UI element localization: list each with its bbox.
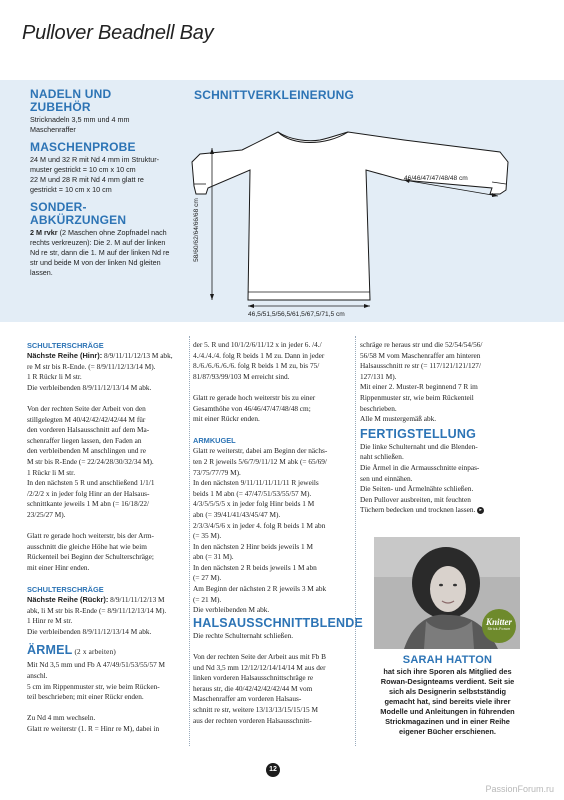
column-divider-1 bbox=[189, 336, 190, 746]
body-arrow-head-1 bbox=[210, 148, 214, 154]
width-arrow-head-1 bbox=[248, 304, 254, 308]
shoulder-heading: SCHULTERSCHRÄGE bbox=[27, 341, 104, 350]
sweater-outline bbox=[192, 132, 508, 300]
watermark-text: PassionForum.ru bbox=[485, 784, 554, 794]
neckband-heading: HALSAUSSCHNITTBLENDE bbox=[193, 615, 363, 630]
instructions-column-1: SCHULTERSCHRÄGE Nächste Reihe (Hinr): 8/9/11/11/12/13 M abk, re M str bis R-Ende. (= 8/9/11/12/13/14 M). 1 R Rückr li M str. Die verbleibenden 8/9/11/12/13/14 M abk. Von der rechten Seite der Arbeit von den stillgelegten M 40/42/42/42/42/44 M für den vorderen Halsausschnitt auf dem Ma- schenraffer liegen lassen, den Faden an den verbleibenden M anschlingen und re M str bis R-Ende (= 22/24/28/30/32/34 M). 1 Rückr li M str. In den nächsten 5 R und anschließend 1/1/1 /2/2/2 x in jeder folg Hinr an der Halsaus- schnittkante jeweils 1 M abn (= 16/18/22/ 23/25/27 M). Glatt re gerade hoch weiterstr, bis der Arm- ausschnitt die gleiche Höhe hat wie beim Rückenteil bei Beginn der Schulterschräge; mit einer Hinr enden. SCHULTERSCHRÄGE Nächste Reihe (Rückr): 8/9/11/11/12/13 M abk, li M str bis R-Ende (= 8/9/11/12/13/14 M). 1 Hinr re M str. Die verbleibenden 8/9/11/12/13/14 M abk. ÄRMEL (2 x arbeiten) Mit Nd 3,5 mm und Fb A 47/49/51/53/55/57 M anschl. 5 cm im Rippenmuster str, wie beim Rücken- teil beschrieben; mit einer Rückr enden. Zu Nd 4 mm wechseln. Glatt re weiterstr (1. R = Hinr re M), dabei in bbox=[27, 340, 187, 735]
column-divider-2 bbox=[355, 336, 356, 746]
abbreviations-text: 2 M rvkr (2 Maschen ohne Zopfnadel nach rechts verkreuzen): Die 2. M auf der linken Nd re str, dann die 1. M auf der linken Nd re str und beide M von der linken Nd gleiten lassen. bbox=[30, 228, 170, 277]
author-name: SARAH HATTON bbox=[402, 654, 493, 666]
gauge-heading: MASCHENPROBE bbox=[30, 140, 136, 154]
body-arrow-head-2 bbox=[210, 294, 214, 300]
needles-text: Stricknadeln 3,5 mm und 4 mm Maschenraffer bbox=[30, 115, 130, 134]
width-arrow-head-2 bbox=[364, 304, 370, 308]
author-photo bbox=[374, 537, 520, 649]
gauge-text: 24 M und 32 R mit Nd 4 mm im Struktur- muster gestrickt = 10 cm x 10 cm 22 M und 28 R mit Nd 4 mm glatt re gestrickt = 10 cm x 10 cm bbox=[30, 155, 160, 194]
page-number: 12 bbox=[266, 763, 280, 777]
needles-heading: NADELN UND ZUBEHÖR bbox=[30, 87, 112, 114]
armhole-heading: ARMKUGEL bbox=[193, 436, 236, 446]
end-mark-icon: ▸ bbox=[477, 507, 484, 514]
finishing-heading: FERTIGSTELLUNG bbox=[360, 426, 476, 441]
author-text: hat sich ihre Sporen als Mitglied des Rowan-Designteams verdient. Seit sie sich als Designerin selbstständig gemacht hat, sind bereits viele ihrer Modelle und Anleitungen in führenden Strickmagazinen und in einer Reihe eigener Bücher erschienen. bbox=[380, 667, 515, 736]
materials-block bbox=[30, 88, 188, 278]
sleeves-heading: ÄRMEL (2 x arbeiten) bbox=[27, 643, 116, 658]
sleeve-length-label: 46/46/47/47/48/48 cm bbox=[404, 175, 468, 182]
shoulder-heading-2: SCHULTERSCHRÄGE bbox=[27, 585, 104, 595]
page-title: Pullover Beadnell Bay bbox=[22, 22, 214, 44]
instructions-column-3: schräge re heraus str und die 52/54/54/56/ 56/58 M vom Maschenraffer am hinteren Halsausschnitt re str (= 117/121/121/127/ 127/131 M). Mit einer 2. Muster-R beginnend 7 R im Rippenmuster str, wie beim Rückenteil beschrieben. Alle M mustergemäß abk. FERTIGSTELLUNG Die linke Schulternaht und die Blenden- naht schließen. Die Ärmel in die Armausschnitte einpas- sen und einnähen. Die Seiten- und Ärmelnähte schließen. Den Pullover ausbreiten, mit feuchten Tüchern bedecken und trocknen lassen. ▸ bbox=[360, 340, 525, 516]
pattern-info-panel bbox=[0, 80, 564, 322]
instructions-column-2: der 5. R und 10/1/2/6/11/12 x in jeder 6. /4./ 4./4./4./4. folg R beids 1 M zu. Dann in jeder 8./6./6./6./6./6. folg R beids 1 M zu, bis 75/ 81/87/93/99/103 M erreicht sind. Glatt re gerade hoch weiterstr bis zu einer Gesamthöhe von 46/46/47/47/48/48 cm; mit einer Rückr enden. ARMKUGEL Glatt re weiterstr, dabei am Beginn der nächs- ten 2 R jeweils 5/6/7/9/11/12 M abk (= 65/69/ 73/75/77/79 M). In den nächsten 9/11/11/11/11/11 R jeweils beids 1 M abn (= 47/47/51/53/55/57 M). 4/3/5/5/5/5 x in jeder folg Hinr beids 1 M abn (= 39/41/41/43/45/47 M). 2/3/3/4/5/6 x in jeder 4. folg R beids 1 M abn (= 35 M). In den nächsten 2 Hinr beids jeweils 1 M abn (= 31 M). In den nächsten 2 R beids jeweils 1 M abn (= 27 M). Am Beginn der nächsten 2 R jeweils 3 M abk (= 21 M). Die verbleibenden M abk. HALSAUSSCHNITTBLENDE Die rechte Schulternaht schließen. Von der rechten Seite der Arbeit aus mit Fb B und Nd 3,5 mm 12/12/12/14/14/14 M aus der linken vorderen Halsausschnittschräge re heraus str, die 40/42/42/42/42/44 M vom Maschenraffer am vorderen Halsaus- schnitt re str, weitere 13/13/13/15/15/15 M aus der rechten vorderen Halsausschnitt- bbox=[193, 340, 363, 725]
body-length-label: 58/60/62/64/66/68 cm bbox=[193, 198, 200, 262]
schematic-heading: SCHNITTVERKLEINERUNG bbox=[194, 88, 355, 102]
author-bio bbox=[360, 654, 535, 737]
body-width-label: 46,5/51,5/56,5/61,5/67,5/71,5 cm bbox=[248, 311, 345, 318]
knitter-badge: Knitter Strick-Forum bbox=[482, 609, 516, 643]
sweater-schematic bbox=[180, 104, 564, 320]
abbreviations-heading: SONDER- ABKÜRZUNGEN bbox=[30, 200, 127, 227]
